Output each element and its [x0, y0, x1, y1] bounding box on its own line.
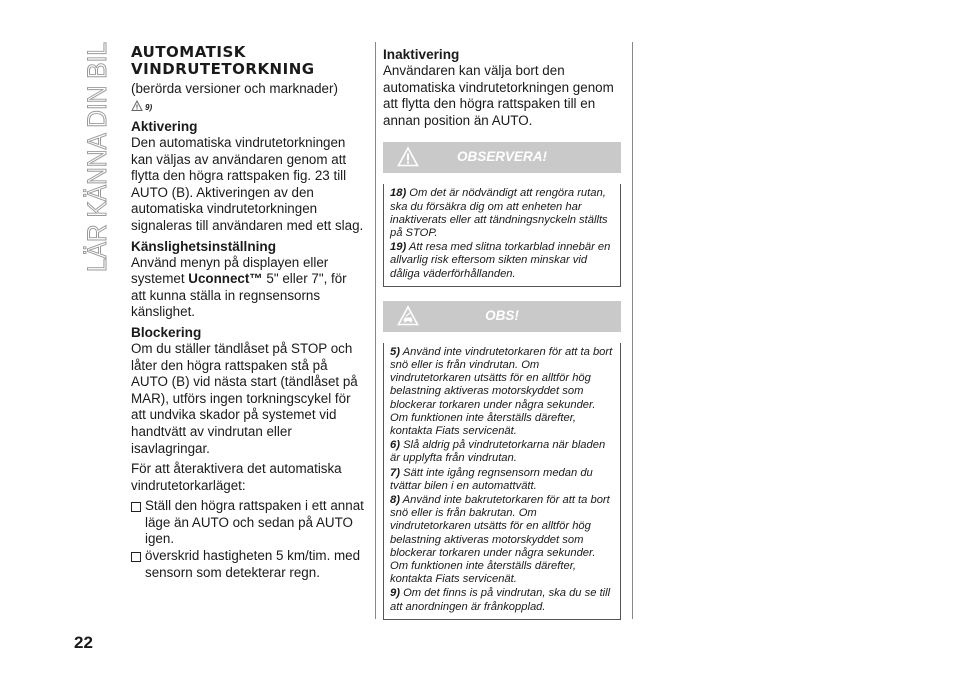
page-number: 22	[74, 633, 93, 652]
checkbox-bullet-icon	[131, 552, 141, 562]
section-subheading: (berörda versioner och marknader)	[131, 81, 338, 96]
activation-text: Den automatiska vindrutetorkningen kan väljas av användaren genom att flytta den högra rattspaken fig. 23 till AUTO (B). Aktiveringen av den automatiska vindrutetorkningen signaleras till användaren med ett slag.	[131, 135, 364, 233]
note-number: 8)	[390, 494, 400, 507]
bullet-item	[131, 498, 365, 548]
deactivation-title: Inaktivering	[383, 47, 460, 62]
note-number: 7)	[390, 466, 400, 479]
warning-reference	[131, 99, 365, 115]
attention-notes	[383, 184, 621, 286]
note-item	[390, 346, 614, 438]
section-heading-line1: AUTOMATISK	[131, 43, 246, 61]
activation-title: Aktivering	[131, 119, 198, 134]
note-item	[390, 187, 614, 240]
note-text: Slå aldrig på vindrutetorkarna när bladen är upplyfta från vindrutan.	[390, 439, 606, 465]
sensitivity-title: Känslighetsinställning	[131, 238, 277, 254]
note-text: Använd inte vindrutetorkaren för att ta bort snö eller is från vindrutan. Om vindrutetorkaren utsätts för en alltför hög belastning aktiveras motorskyddet som blockerar torkaren under några sekunder. Om funktionen inte återställs därefter, kontakta Fiats servicenät.	[390, 345, 613, 438]
note-number: 6)	[390, 439, 400, 452]
column-divider	[375, 42, 376, 619]
note-text: Om det är nödvändigt att rengöra rutan, ska du försäkra dig om att enheten har inaktiverats eller att tändningsnyckeln ställts på STOP.	[390, 187, 608, 239]
bullet-text: överskrid hastigheten 5 km/tim. med sensorn som detekterar regn.	[145, 548, 361, 580]
blocking-text: Om du ställer tändlåset på STOP och låter den högra rattspaken stå på AUTO (B) vid nästa start (tändlåset på MAR), utförs ingen torkningscykel för att undvika skador på systemet vid handtvätt av vindrutan eller isavlagringar.	[131, 340, 358, 456]
attention-title: OBSERVERA!	[456, 149, 547, 165]
section-heading-line2: VINDRUTETORKNING	[131, 60, 315, 78]
note-number: 9)	[390, 587, 400, 600]
note-item	[390, 241, 614, 281]
note-text: Att resa med slitna torkarblad innebär en allvarlig risk eftersom sikten minskar vid dåliga väderförhållanden.	[390, 241, 611, 280]
note-number: 18)	[390, 187, 407, 200]
sensitivity-text-a: Använd menyn på displayen eller systemet	[131, 254, 329, 287]
notice-notes	[383, 343, 621, 620]
notice-title: OBS!	[485, 307, 519, 323]
bullet-item	[131, 548, 365, 581]
attention-banner	[383, 142, 621, 173]
note-item	[390, 467, 614, 493]
notice-banner	[383, 301, 621, 332]
note-text: Om det finns is på vindrutan, ska du se till att anordningen är frånkopplad.	[390, 587, 611, 613]
note-item	[390, 439, 614, 465]
note-number: 19)	[390, 241, 407, 254]
chapter-side-title-text: LÄR KÄNNA DIN BIL	[82, 40, 112, 272]
checkbox-bullet-icon	[131, 502, 141, 512]
warning-reference-number: 9)	[145, 102, 153, 112]
note-item	[390, 494, 614, 586]
left-column	[131, 44, 365, 581]
deactivation-text: Användaren kan välja bort den automatiska vindrutetorkningen genom att flytta den högra rattspaken till en annan position än AUTO.	[383, 63, 614, 128]
right-column	[383, 44, 621, 620]
note-number: 5)	[390, 345, 400, 358]
note-text: Använd inte bakrutetorkaren för att ta bort snö eller is från bakrutan. Om vindrutetorkaren utsätts för en alltför hög belastning aktiveras motorskyddet som blockerar torkaren under några sekunder. Om funktionen inte återställs därefter, kontakta Fiats servicenät.	[390, 494, 610, 586]
note-text: Sätt inte igång regnsensorn medan du tvättar bilen i en automattvätt.	[390, 466, 593, 492]
note-item	[390, 587, 614, 613]
chapter-side-title	[78, 40, 114, 272]
column-divider-right	[632, 42, 633, 619]
blocking-title: Blockering	[131, 324, 202, 340]
sensitivity-text-b: 5" eller 7", för att kunna ställa in regnsensorns känslighet.	[131, 271, 347, 320]
uconnect-brand: Uconnect™	[188, 271, 263, 287]
bullet-text: Ställ den högra rattspaken i ett annat läge än AUTO och sedan på AUTO igen.	[145, 498, 364, 547]
sensitivity-text	[131, 255, 365, 321]
warning-triangle-icon	[131, 100, 143, 114]
reactivate-text: För att återaktivera det automatiska vindrutetorkarläget:	[131, 461, 342, 493]
